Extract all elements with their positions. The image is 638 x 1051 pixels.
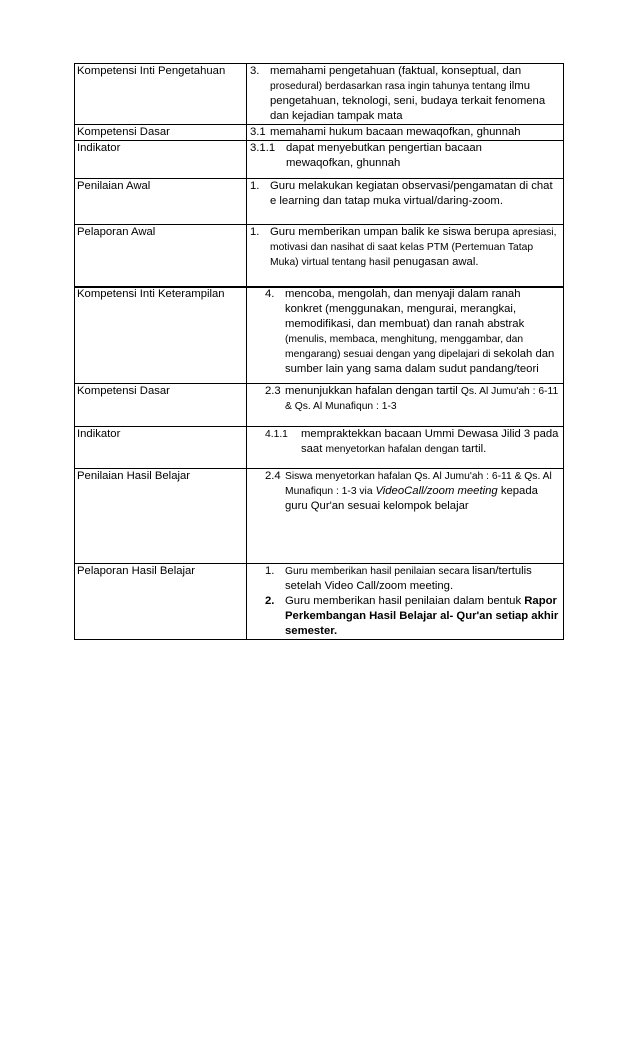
item-text: tartil. — [461, 443, 487, 455]
item-text: pandang/teori — [469, 363, 539, 375]
item-text: Guru memberikan hasil penilaian secara — [285, 566, 473, 577]
item-text: menunjukkan hafalan dengan tartil — [285, 385, 461, 397]
row-value — [247, 179, 564, 225]
row-label: Pelaporan Awal — [75, 225, 247, 288]
item-number: 4.1.1 — [265, 429, 288, 440]
item-text: mempraktekkan bacaan Ummi Dewasa Jilid 3 — [301, 428, 534, 440]
row-label: Indikator — [75, 427, 247, 469]
item-text: Guru memberikan hasil penilaian dalam bentuk — [285, 595, 525, 607]
item-text: Guru memberikan umpan balik ke siswa berupa — [270, 226, 513, 238]
row-label: Pelaporan Hasil Belajar — [75, 564, 247, 640]
item-number: 3.1.1 — [250, 142, 276, 154]
table-row — [75, 564, 564, 640]
row-label: Kompetensi Inti Keterampilan — [75, 287, 247, 384]
row-label: Kompetensi Inti Pengetahuan — [75, 64, 247, 125]
item-text: mencoba, mengolah, dan menyaji dalam ranah — [285, 288, 521, 300]
item-text: konkret (menggunakan, mengurai, merangkai, — [285, 303, 517, 315]
table-row — [75, 287, 564, 384]
item-text: VideoCall/zoom meeting — [375, 485, 498, 497]
item-number: 1. — [250, 180, 260, 192]
table-row — [75, 427, 564, 469]
item-number: 2.4 — [265, 470, 281, 482]
item-text: menyetorkan hafalan dengan — [325, 444, 462, 455]
row-value — [247, 469, 564, 564]
table-row — [75, 125, 564, 141]
item-number: 1. — [265, 565, 275, 577]
item-text: Rapor Perkembangan Hasil Belajar al- Qur'an setiap akhir semester. — [285, 595, 559, 637]
item-text: memahami hukum bacaan mewaqofkan, ghunnah — [270, 126, 521, 138]
row-label: Penilaian Hasil Belajar — [75, 469, 247, 564]
item-text: 6-11 & Qs. Al Munafiqun : 1-3 — [285, 386, 559, 412]
item-text: ilmu pengetahuan, teknologi, seni, budaya terkait — [270, 80, 530, 107]
item-text: fenomena dan kejadian tampak mata — [270, 95, 546, 122]
row-label: Kompetensi Dasar — [75, 125, 247, 141]
item-text: mewaqofkan, ghunnah — [286, 157, 401, 169]
item-number: 2.3 — [265, 385, 281, 397]
item-number: 1. — [250, 226, 260, 238]
row-value — [247, 564, 564, 640]
row-value — [247, 141, 564, 179]
item-text: kepada guru Qur'an sesuai kelompok belajar — [285, 485, 538, 512]
competency-table-skills — [74, 286, 564, 640]
item-text: (menulis, membaca, menghitung, menggambar, dan — [285, 334, 524, 345]
item-text: lisan/tertulis setelah Video Call/zoom meeting. — [285, 565, 532, 592]
row-value — [247, 384, 564, 427]
row-label: Kompetensi Dasar — [75, 384, 247, 427]
competency-table-knowledge — [74, 63, 564, 288]
table-row — [75, 384, 564, 427]
row-label: Indikator — [75, 141, 247, 179]
item-text: pada saat — [301, 428, 559, 455]
item-text: prosedural) berdasarkan rasa ingin tahunya tentang — [270, 81, 510, 92]
item-text: dapat menyebutkan pengertian bacaan — [286, 142, 482, 154]
item-text: mengarang) sesuai dengan yang dipelajari di — [285, 349, 494, 360]
item-text: memodifikasi, dan membuat) dan ranah abstrak — [285, 318, 525, 330]
row-value — [247, 64, 564, 125]
item-text: apresiasi, motivasi dan nasihat di saat kelas PTM — [270, 227, 557, 253]
table-row — [75, 469, 564, 564]
row-value — [247, 287, 564, 384]
item-text: Siswa menyetorkan hafalan Qs. Al Jumu'ah : 6-11 & — [285, 471, 525, 482]
item-text: (Pertemuan Tatap Muka) virtual tentang hasil — [270, 242, 534, 268]
item-number: 4. — [265, 288, 275, 300]
item-number: 2. — [265, 595, 275, 607]
item-text: memahami pengetahuan (faktual, konseptual, dan — [270, 65, 522, 77]
item-text: penugasan awal. — [393, 256, 479, 268]
table-row — [75, 179, 564, 225]
table-row — [75, 141, 564, 179]
item-text: sekolah dan sumber lain yang sama dalam sudut — [285, 348, 555, 375]
item-text: Qs. Al Jumu'ah : — [460, 386, 539, 397]
item-text: Qs. Al Munafiqun : 1-3 via — [285, 471, 552, 497]
row-value — [247, 427, 564, 469]
row-value — [247, 125, 564, 141]
row-label: Penilaian Awal — [75, 179, 247, 225]
table-row — [75, 225, 564, 288]
item-number: 3.1 — [250, 126, 266, 138]
item-text: Guru melakukan kegiatan observasi/pengamatan di chat e learning dan tatap muka virtual/daring-zoom. — [270, 180, 553, 207]
row-value — [247, 225, 564, 288]
table-row — [75, 64, 564, 125]
item-number: 3. — [250, 65, 260, 77]
